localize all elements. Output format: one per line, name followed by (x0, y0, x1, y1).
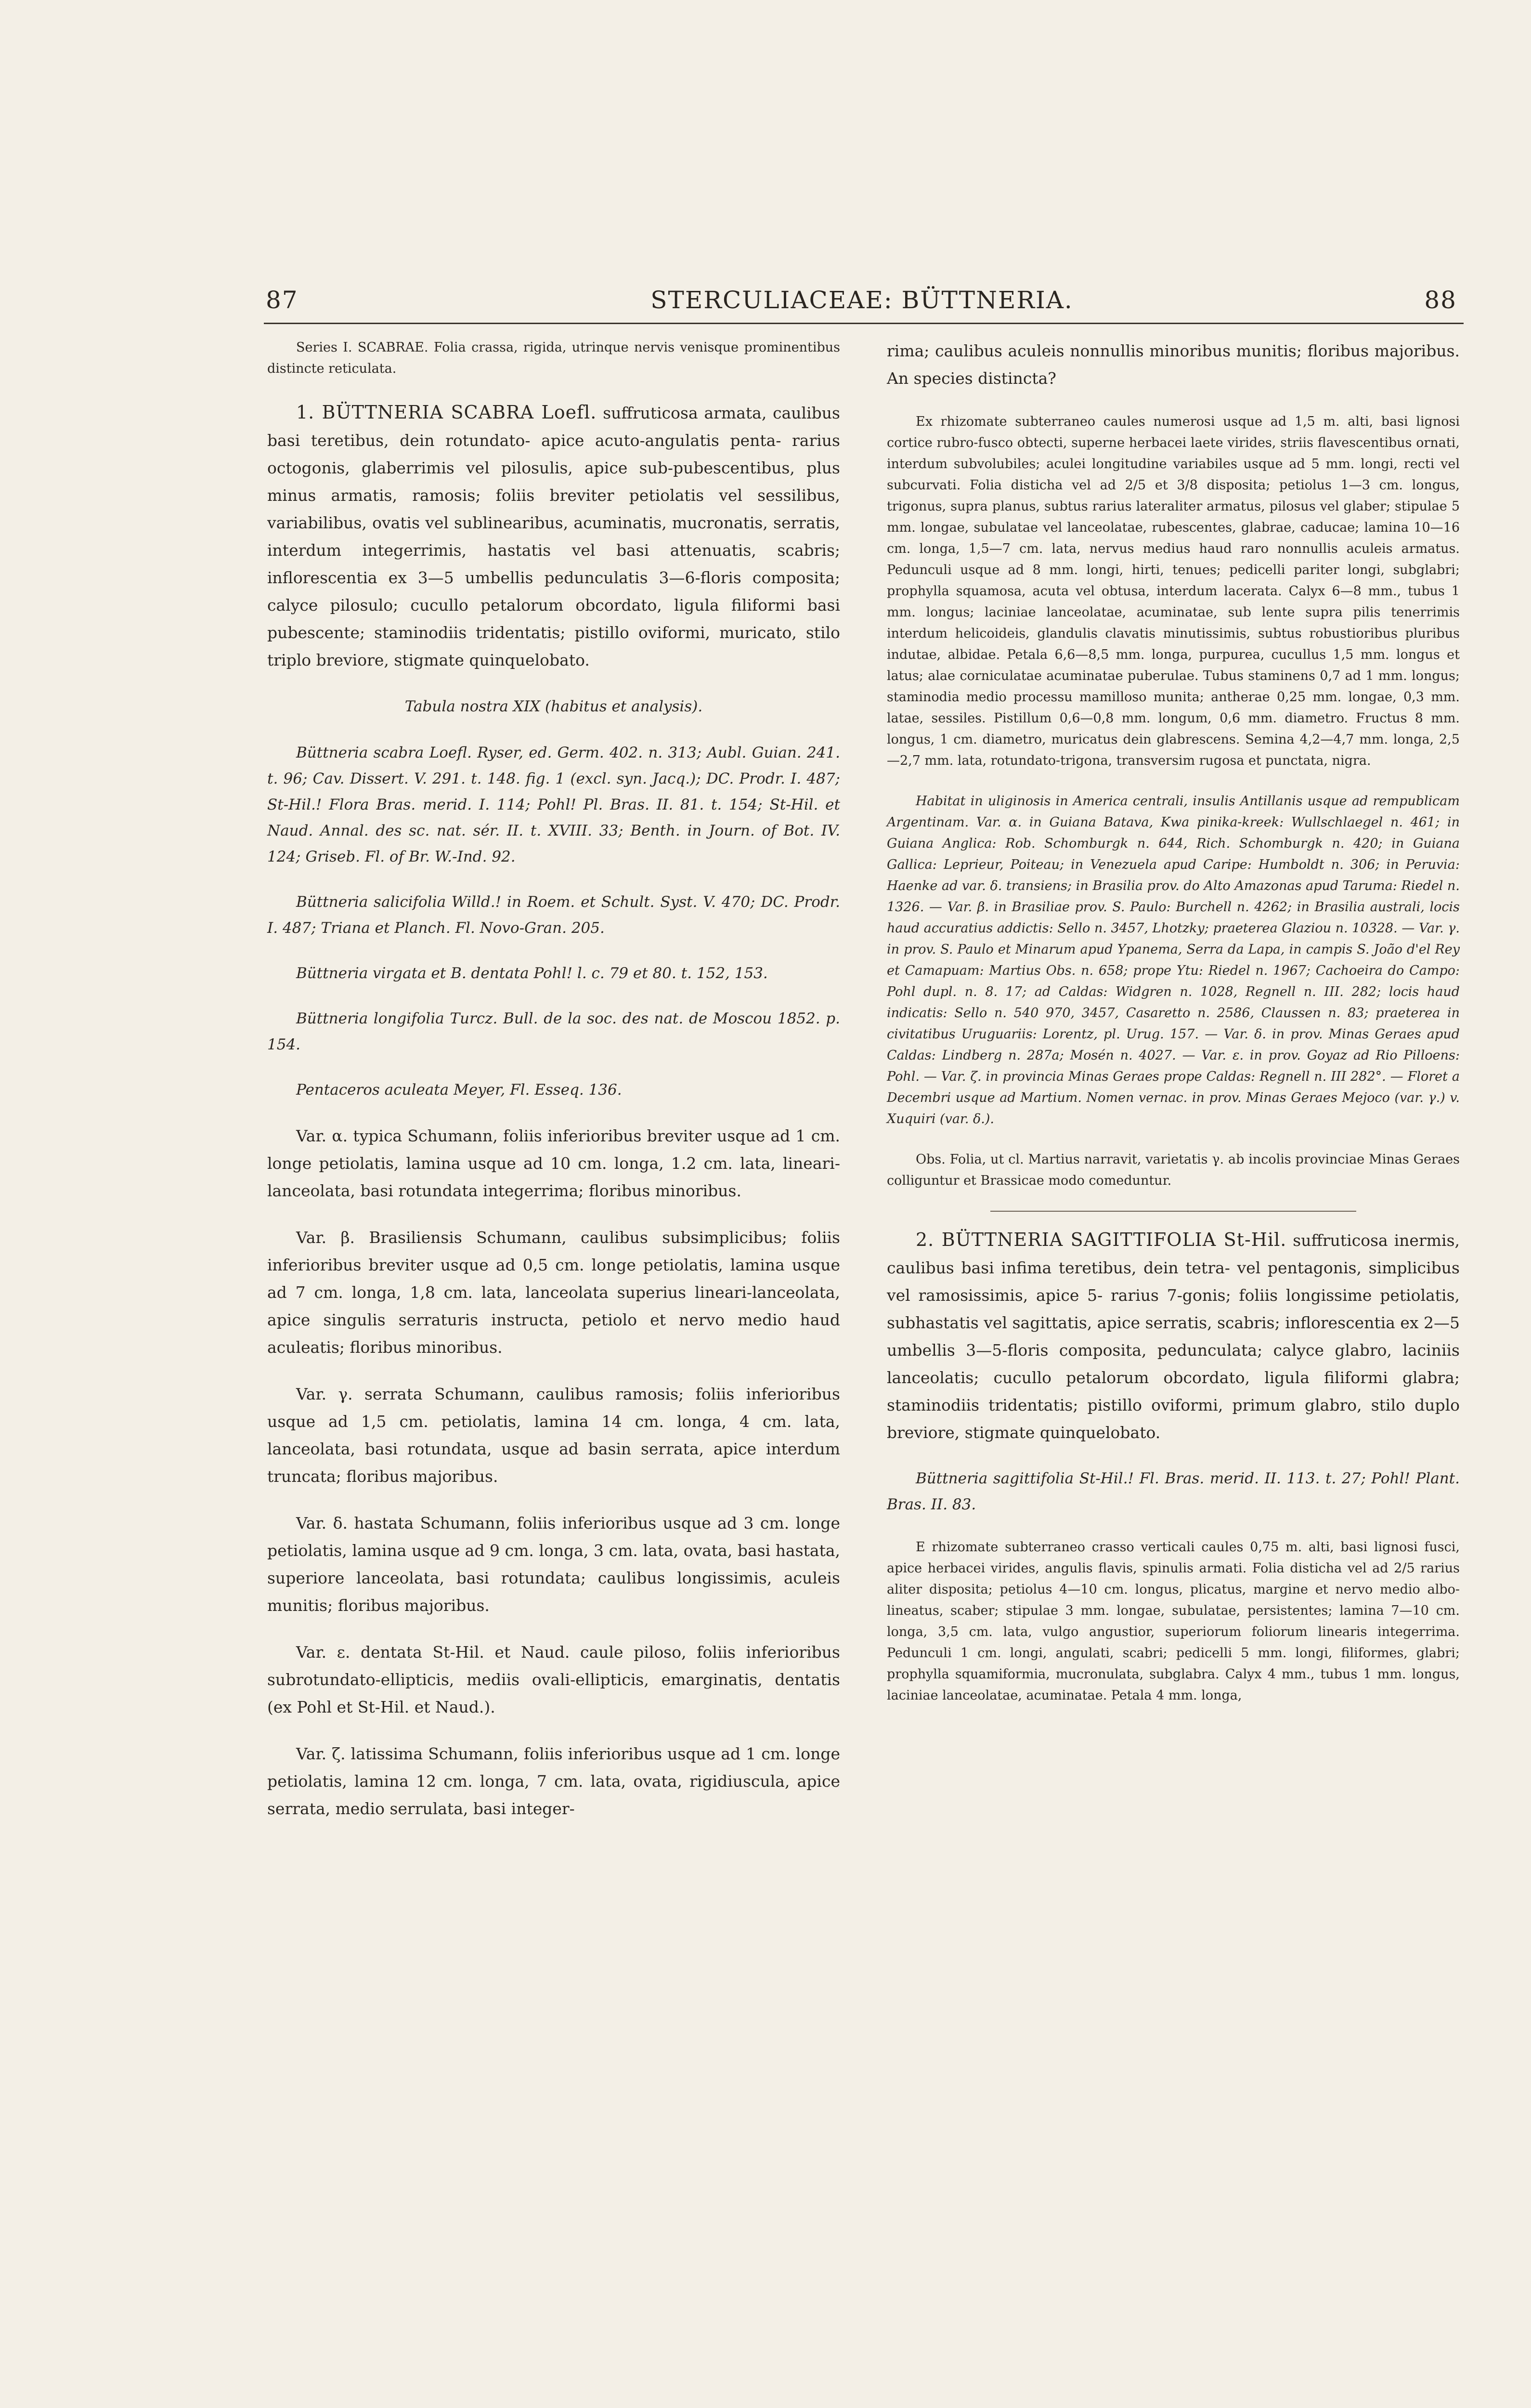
synonym-4: Büttneria longifolia Turcz. Bull. de la soc. des nat. de Moscou 1852. p. 154. (267, 1010, 840, 1053)
header-rule (264, 323, 1464, 324)
species-2-synonym: Büttneria sagittifolia St-Hil.! Fl. Bras. merid. II. 113. t. 27; Pohl! Plant. Bras. II. 83. (887, 1470, 1460, 1513)
species-1-description: suffruticosa armata, caulibus basi teretibus, dein rotundato- apice acuto-angulatis penta- rarius octogonis, glaberrimis vel pilosulis, apice sub-pubescentibus, plus minus armatis, ramosis; foliis breviter petiolatis vel sessilibus, variabilibus, ovatis vel sublinearibus, acuminatis, mucronatis, serratis, interdum integerrimis, hastatis vel basi attenuatis, scabris; inflorescentia ex 3—5 umbellis pedunculatis 3—6-floris composita; calyce pilosulo; cucullo petalorum obcordato, ligula filiformi basi pubescente; staminodiis tridentatis; pistillo oviformi, muricato, stilo triplo breviore, stigmate quinquelobato. (267, 404, 840, 669)
running-title: STERCULIACEAE: BÜTTNERIA. (650, 286, 1073, 314)
synonym-5: Pentaceros aculeata Meyer, Fl. Esseq. 136. (296, 1081, 622, 1099)
section-divider (990, 1211, 1356, 1212)
continued-text: rima; caulibus aculeis nonnullis minoribus munitis; floribus majoribus. An species distincta? (887, 341, 1460, 388)
variety-epsilon: Var. ε. dentata St-Hil. et Naud. caule piloso, foliis inferioribus subrotundato-ellipticis, mediis ovali-ellipticis, emarginatis, dentatis (ex Pohl et St-Hil. et Naud.). (267, 1643, 840, 1716)
observation-note: Obs. Folia, ut cl. Martius narravit, varietatis γ. ab incolis provinciae Minas Geraes colliguntur et Brassicae modo comeduntur. (887, 1152, 1460, 1188)
variety-gamma: Var. γ. serrata Schumann, caulibus ramosis; foliis inferioribus usque ad 1,5 cm. petiolatis, lamina 14 cm. longa, 4 cm. lata, lanceolata, basi rotundata, usque ad basin serrata, apice interdum truncata; floribus majoribus. (267, 1385, 840, 1486)
right-column (887, 337, 1460, 1726)
synonym-3: Büttneria virgata et B. dentata Pohl! l. c. 79 et 80. t. 152, 153. (296, 965, 768, 982)
variety-alpha: Var. α. typica Schumann, foliis inferioribus breviter usque ad 1 cm. longe petiolatis, lamina usque ad 10 cm. longa, 1.2 cm. lata, lineari-lanceolata, basi rotundata integerrima; floribus minoribus. (267, 1126, 840, 1200)
species-1-detailed-description: Ex rhizomate subterraneo caules numerosi usque ad 1,5 m. alti, basi lignosi cortice rubro-fusco obtecti, superne herbacei laete virides, striis flavescentibus ornati, interdum subvolubiles; aculei longitudine variabiles usque ad 5 mm. longi, recti vel subcurvati. Folia disticha vel ad 2/5 et 3/8 disposita; petiolus 1—3 cm. longus, trigonus, supra planus, subtus rarius lateraliter armatus, pilosus vel glaber; stipulae 5 mm. longae, subulatae vel lanceolatae, rubescentes, glabrae, caducae; lamina 10—16 cm. longa, 1,5—7 cm. lata, nervus medius haud raro nonnullis aculeis armatus. Pedunculi usque ad 8 mm. longi, hirti, tenues; pedicelli pariter longi, subglabri; prophylla squamosa, acuta vel obtusa, interdum lacerata. Calyx 6—8 mm., tubus 1 mm. longus; laciniae lanceolatae, acuminatae, sub lente supra pilis tenerrimis interdum helicoideis, glandulis clavatis minutissimis, subtus robustioribus pluribus indutae, albidae. Petala 6,6—8,5 mm. longa, purpurea, cucullus 1,5 mm. longus et latus; alae corniculatae acuminatae puberulae. Tubus staminens 0,7 ad 1 mm. longus; staminodia medio processu mamilloso munita; antherae 0,25 mm. longae, 0,3 mm. latae, sessiles. Pistillum 0,6—0,8 mm. longum, 0,6 mm. diametro. Fructus 8 mm. longus, 1 cm. diametro, muricatus dein glabrescens. Semina 4,2—4,7 mm. longa, 2,5—2,7 mm. lata, rotundato-trigona, transversim rugosa et punctata, nigra. (887, 414, 1460, 768)
left-column (267, 337, 840, 1842)
synonym-2: Büttneria salicifolia Willd.! in Roem. et Schult. Syst. V. 470; DC. Prodr. I. 487; Triana et Planch. Fl. Novo-Gran. 205. (267, 893, 840, 937)
species-2-heading: 2. BÜTTNERIA SAGITTIFOLIA St-Hil. (916, 1229, 1287, 1250)
page-number-left: 87 (266, 286, 298, 314)
page-number-right: 88 (1424, 286, 1457, 314)
synonym-1: Büttneria scabra Loefl. Ryser, ed. Germ. 402. n. 313; Aubl. Guian. 241. t. 96; Cav. Dissert. V. 291. t. 148. fig. 1 (excl. syn. Jacq.); DC. Prodr. I. 487; St-Hil.! Flora Bras. merid. I. 114; Pohl! Pl. Bras. II. 81. t. 154; St-Hil. et Naud. Annal. des sc. nat. sér. II. t. XVIII. 33; Benth. in Journ. of Bot. IV. 124; Griseb. Fl. of Br. W.-Ind. 92. (267, 744, 840, 865)
species-1-paragraph (267, 399, 840, 674)
series-note: Series I. SCABRAE. Folia crassa, rigida, utrinque nervis venisque prominentibus distincte reticulata. (267, 340, 840, 376)
variety-beta: Var. β. Brasiliensis Schumann, caulibus subsimplicibus; foliis inferioribus breviter usque ad 0,5 cm. longe petiolatis, lamina usque ad 7 cm. longa, 1,8 cm. lata, lanceolata superius lineari-lanceolata, apice singulis serraturis instructa, petiolo et nervo medio haud aculeatis; floribus minoribus. (267, 1228, 840, 1357)
habitat-paragraph: Habitat in uliginosis in America centrali, insulis Antillanis usque ad rempublicam Argentinam. Var. α. in Guiana Batava, Kwa pinika-kreek: Wullschlaegel n. 461; in Guiana Anglica: Rob. Schomburgk n. 644, Rich. Schomburgk n. 420; in Guiana Gallica: Leprieur, Poiteau; in Venezuela apud Caripe: Humboldt n. 306; in Peruvia: Haenke ad var. δ. transiens; in Brasilia prov. do Alto Amazonas apud Taruma: Riedel n. 1326. — Var. β. in Brasiliae prov. S. Paulo: Burchell n. 4262; in Brasilia australi, locis haud accuratius addictis: Sello n. 3457, Lhotzky; praeterea Glaziou n. 10328. — Var. γ. in prov. S. Paulo et Minarum apud Ypanema, Serra da Lapa, in campis S. João d'el Rey et Camapuam: Martius Obs. n. 658; prope Ytu: Riedel n. 1967; Cachoeira do Campo: Pohl dupl. n. 8. 17; ad Caldas: Widgren n. 1028, Regnell n. III. 282; locis haud indicatis: Sello n. 540 970, 3457, Casaretto n. 2586, Claussen n. 83; praeterea in civitatibus Uruguariis: Lorentz, pl. Urug. 157. — Var. δ. in prov. Minas Geraes apud Caldas: Lindberg n. 287a; Mosén n. 4027. — Var. ε. in prov. Goyaz ad Rio Pilloens: Pohl. — Var. ζ. in provincia Minas Geraes prope Caldas: Regnell n. III 282°. — Floret a Decembri usque ad Martium. Nomen vernac. in prov. Minas Geraes Mejoco (var. γ.) v. Xuquiri (var. δ.). (887, 794, 1460, 1126)
variety-delta: Var. δ. hastata Schumann, foliis inferioribus usque ad 3 cm. longe petiolatis, lamina usque ad 9 cm. longa, 3 cm. lata, ovata, basi hastata, superiore lanceolata, basi rotundata; caulibus longissimis, aculeis munitis; floribus majoribus. (267, 1514, 840, 1615)
species-1-heading: 1. BÜTTNERIA SCABRA Loefl. (296, 402, 597, 423)
species-2-paragraph (887, 1226, 1460, 1446)
page-header (260, 283, 1464, 322)
species-2-description: suffruticosa inermis, caulibus basi infima teretibus, dein tetra- vel pentagonis, simplicibus vel ramosissimis, apice 5- rarius 7-gonis; foliis longissime petiolatis, subhastatis vel sagittatis, apice serratis, scabris; inflorescentia ex 2—5 umbellis 3—5-floris composita, pedunculata; calyce glabro, laciniis lanceolatis; cucullo petalorum obcordato, ligula filiformi glabra; staminodiis tridentatis; pistillo oviformi, primum glabro, stilo duplo breviore, stigmate quinquelobato. (887, 1231, 1460, 1442)
tabula-caption: Tabula nostra XIX (habitus et analysis). (404, 698, 703, 715)
species-2-detailed-description: E rhizomate subterraneo crasso verticali caules 0,75 m. alti, basi lignosi fusci, apice herbacei virides, angulis flavis, spinulis armati. Folia disticha vel ad 2/5 rarius aliter disposita; petiolus 4—10 cm. longus, plicatus, margine et nervo medio albo-lineatus, scaber; stipulae 3 mm. longae, subulatae, persistentes; lamina 7—10 cm. longa, 3,5 cm. lata, vulgo angustior, superiorum foliorum linearis integerrima. Pedunculi 1 cm. longi, angulati, scabri; pedicelli 5 mm. longi, filiformes, glabri; prophylla squamiformia, mucronulata, subglabra. Calyx 4 mm., tubus 1 mm. longus, laciniae lanceolatae, acuminatae. Petala 4 mm. longa, (887, 1540, 1460, 1703)
variety-zeta: Var. ζ. latissima Schumann, foliis inferioribus usque ad 1 cm. longe petiolatis, lamina 12 cm. longa, 7 cm. lata, ovata, rigidiuscula, apice serrata, medio serrulata, basi integer- (267, 1744, 840, 1818)
